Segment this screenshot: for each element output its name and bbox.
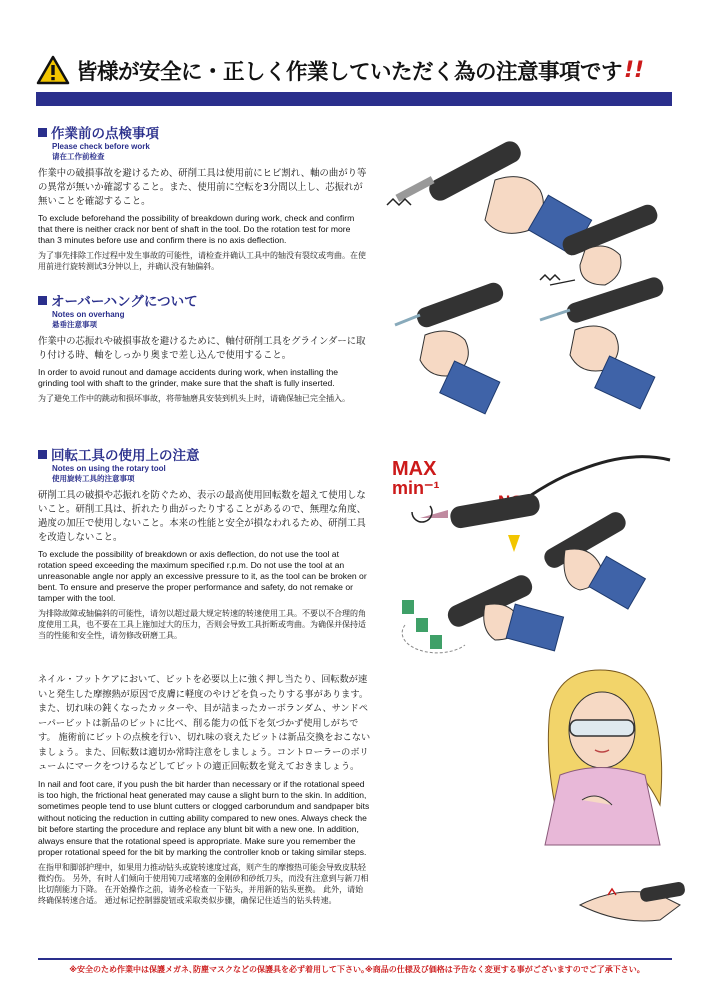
paragraph-zh: 为排除故障或轴偏斜的可能性，请勿以超过最大规定转速的转速使用工具。不要以不合理的角度使用工具，也不要在工具上施加过大的压力，否则会导致工具折断或弯曲。为确保并保持适当的性能和安全性，请勿修改研磨工具。 bbox=[38, 609, 366, 640]
section-subtitle-en: Notes on overhang bbox=[52, 310, 125, 319]
illustration-nail-care bbox=[520, 650, 690, 950]
paragraph-en: In order to avoid runout and damage accidents during work, when installing the grinding tool with shaft to the grinder, make sure that the shaft is fully inserted. bbox=[38, 367, 339, 388]
section-subtitle-zh: 悬垂注意事项 bbox=[52, 320, 97, 329]
warning-icon bbox=[36, 55, 70, 85]
paragraph-zh: 为了避免工作中的跳动和损坏事故，将带轴磨具安装到机头上时，请确保轴已完全插入。 bbox=[38, 394, 350, 403]
paragraph-ja: 研削工具の破損や芯振れを防ぐため、表示の最高使用回転数を超えて使用しないこと。研削工具は、折れたり曲がったりすることがあるので、無理な角度、過度の加圧で使用しないこと。本来の性能と安全が損なわれるため、研削工具を改造しないこと。 bbox=[38, 490, 366, 543]
title-exclamation: !! bbox=[624, 57, 645, 83]
illustration-inspection bbox=[385, 120, 685, 290]
page-title: 皆様が安全に・正しく作業していただく為の注意事項です bbox=[76, 59, 623, 85]
hand-tool-overhang-right bbox=[540, 275, 666, 409]
section-inspection bbox=[38, 122, 368, 272]
footer-divider bbox=[38, 958, 672, 960]
section-nail-care bbox=[38, 668, 371, 906]
illustration-overhang bbox=[385, 275, 685, 425]
hand-tool-inspection bbox=[387, 138, 592, 255]
paragraph-en: In nail and foot care, if you push the bit harder than necessary or if the rotational speed is too high, the frictional heat generated may cause a slight burn to the skin. In addition, sometimes people tend to use blunt cutters or clogged carborundum and sandpaper bits without noticing the reduction in cutting ability compared to new ones. Always check the bit before starting the procedure and replace any blunt bit with a new one. In addition, always ensure that the rotational speed is appropriate. Make sure you remember the proper rotational speed for the bit by marking the controller knob or taking similar steps. bbox=[38, 778, 370, 857]
page-header bbox=[36, 50, 676, 90]
rotary-tool-drawing bbox=[390, 440, 680, 680]
paragraph-en: To exclude the possibility of breakdown or axis deflection, do not use the tool at rotation speed exceeding the maximum specified r.p.m. Do not use the tool at an unreasonable angle nor apply an excessive pressure to it, as the tool can be broken or bent. To ensure and preserve the proper performance and safety, do not remake or tamper with the tool. bbox=[38, 549, 367, 603]
section-bullet bbox=[38, 128, 47, 137]
section-bullet bbox=[38, 296, 47, 305]
paragraph-ja: 作業中の破損事故を避けるため、研削工具は使用前にヒビ割れ、軸の曲がり等の異常が無いか確認すること。また、使用前に空転を3分間以上し、芯振れが無いことを確認すること。 bbox=[38, 168, 367, 207]
paragraph-en: To exclude beforehand the possibility of breakdown during work, check and confirm that there is neither crack nor bent of shaft in the tool. Do the rotation test for more than 3 minutes before use and confirm there is no axis deflection. bbox=[38, 213, 355, 245]
section-subtitle-zh: 请在工作前检查 bbox=[52, 152, 105, 161]
hand-tool-overhang-left bbox=[395, 280, 506, 414]
section-subtitle-en: Notes on using the rotary tool bbox=[52, 464, 166, 473]
paragraph-ja: 作業中の芯振れや破損事故を避けるために、軸付研削工具をグラインダーに取り付ける時、軸をしっかり奥まで差し込んで使用すること。 bbox=[38, 336, 366, 361]
section-subtitle-en: Please check before work bbox=[52, 142, 150, 151]
section-rotary-tool bbox=[38, 444, 368, 641]
section-heading: 作業前の点検事項 bbox=[51, 126, 159, 142]
header-bar bbox=[36, 92, 672, 106]
min-label: min⁻¹ bbox=[392, 478, 440, 498]
section-bullet bbox=[38, 450, 47, 459]
section-subtitle-zh: 使用旋转工具的注意事项 bbox=[52, 474, 135, 483]
section-heading: 回転工具の使用上の注意 bbox=[51, 448, 200, 464]
paragraph-zh: 在指甲和脚部护理中，如果用力推动钻头或旋转速度过高，则产生的摩擦热可能会导致皮肤轻微灼伤。 另外，有时人们倾向于使用钝刀或堵塞的金刚砂和砂纸刀头，而没有注意到与新刀相比切削能力下降。 在开始操作之前，请务必检查一下钻头，并用新的钻头更换。 此外，请始终确保转速合适。 通过标记控制器旋钮或采取类似步骤，确保记住适当的钻头转速。 bbox=[38, 863, 369, 906]
illustration-rotary-tool bbox=[390, 440, 680, 680]
section-heading: オーバーハングについて bbox=[51, 294, 198, 310]
max-label: MAX bbox=[392, 458, 437, 480]
paragraph-zh: 为了事先排除工作过程中发生事故的可能性，请检查并确认工具中的轴没有裂纹或弯曲。在使用前进行旋转测试3分钟以上，并确认没有轴偏斜。 bbox=[38, 251, 366, 271]
paragraph-ja: ネイル・フットケアにおいて、ビットを必要以上に強く押し当たり、回転数が速いと発生した摩擦熱が原因で皮膚に軽度のやけどを負ったりする事があります。また、切れ味の鈍くなったカッターや、目が詰まったカーボランダム、サンドペーパービットは新品のビットに比べ、削る能力の低下を気づかず使用しがちです。 施術前にビットの点検を行い、切れ味の衰えたビットは新品交換をおこないましょう。また、回転数は適切か常時注意をしましょう。コントローラーのボリュームにマークをつけるなどしてビットの適正回転数を覚えておきましょう。 bbox=[38, 674, 371, 772]
section-overhang bbox=[38, 290, 368, 404]
footer-note: ※安全のため作業中は保護メガネ､防塵マスクなどの保護具を必ず着用して下さい｡※商品の仕様及び価格は予告なく変更する事がございますのでご了承下さい｡ bbox=[69, 965, 641, 974]
